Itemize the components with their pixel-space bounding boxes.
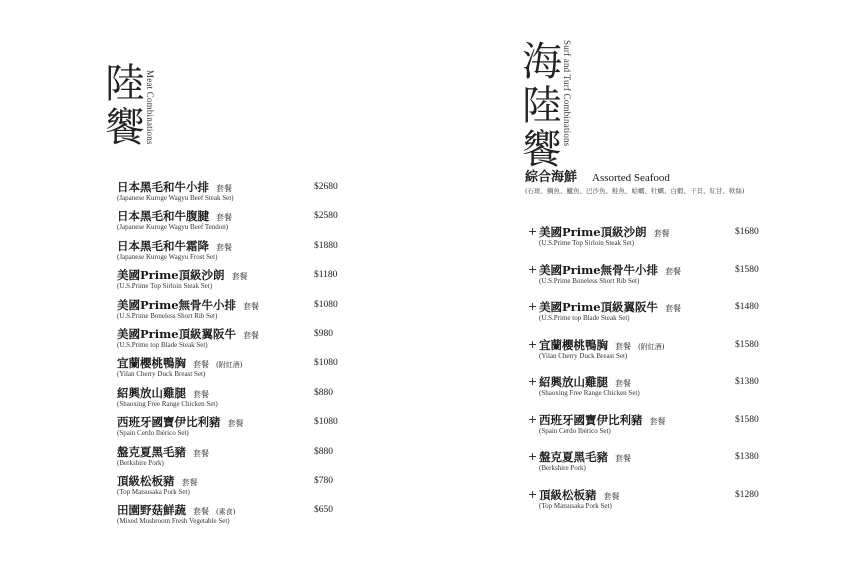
menu-item-name: 西班牙國寶伊比利豬	[117, 415, 221, 430]
menu-item-english: (Mixed Mushroom Fresh Vegetable Set)	[117, 517, 230, 526]
menu-item-note: (素食)	[216, 508, 236, 517]
menu-item-set-label: 套餐	[193, 360, 209, 370]
surf-turf-page	[425, 0, 850, 566]
menu-item-name-row	[117, 208, 239, 224]
menu-item-price: $650	[314, 505, 333, 516]
menu-item-english: (U.S.Prime Top Sirloin Steak Set)	[539, 239, 635, 247]
menu-item-set-label: 套餐	[243, 331, 260, 340]
menu-item-price: $1580	[735, 264, 759, 275]
menu-item-name: 紹興放山雞腿	[539, 375, 608, 389]
menu-item-name-row	[539, 224, 677, 240]
menu-item-english: (Shaoxing Free Range Chicken Set)	[117, 399, 218, 408]
menu-item-english: (U.S.Prime Boneless Short Rib Set)	[539, 276, 640, 285]
menu-item	[0, 444, 425, 474]
menu-item	[0, 297, 425, 327]
menu-item-name-row	[117, 179, 239, 195]
menu-item-name: 宜蘭櫻桃鴨胸	[539, 337, 608, 352]
menu-item	[0, 502, 425, 532]
menu-item-name-row	[117, 444, 216, 460]
menu-item-price: $1380	[735, 377, 759, 387]
menu-item-english: (Japanese Kuroge Wagyu Frost Set)	[117, 252, 218, 261]
menu-item-set-label: 套餐	[649, 416, 666, 426]
menu-item-english: (U.S.Prime Boneless Short Rib Set)	[117, 311, 218, 320]
menu-item-set-label: 套餐	[665, 266, 682, 276]
menu-item-english: (Top Matsusaka Pork Set)	[117, 488, 190, 496]
menu-item	[425, 337, 850, 367]
right-title	[520, 40, 564, 172]
menu-item	[0, 473, 425, 503]
menu-item-name: 西班牙國寶伊比利豬	[539, 412, 643, 427]
menu-item-set-label: 套餐	[216, 213, 232, 223]
menu-item-english: (Spain Cerdo Ibérico Set)	[117, 429, 189, 438]
menu-item-set-label: 套餐	[615, 341, 631, 351]
plus-sign: +	[528, 225, 538, 238]
menu-item-english: (Yilan Cherry Duck Breast Set)	[539, 351, 628, 360]
plus-sign: +	[528, 412, 538, 426]
plus-sign: +	[528, 337, 538, 351]
menu-item-name-row	[117, 502, 235, 518]
menu-item-english: (U.S.Prime Top Sirloin Steak Set)	[117, 282, 213, 291]
menu-item	[425, 224, 850, 254]
menu-item-set-label: 套餐	[216, 242, 232, 252]
menu-item-price: $1380	[735, 452, 759, 462]
left-title-char: 陸	[105, 61, 145, 107]
seafood-section-heading	[525, 166, 670, 185]
menu-item-name: 宜蘭櫻桃鴨胸	[117, 356, 186, 371]
menu-item-price: $2580	[314, 211, 338, 222]
menu-item-price: $1580	[735, 339, 759, 350]
menu-item-english: (Japanese Kuroge Wagyu Beef Tendon)	[117, 223, 229, 232]
menu-item	[425, 449, 850, 479]
menu-item	[0, 414, 425, 444]
menu-item-name-row	[117, 385, 216, 401]
menu-item-name: 盤克夏黑毛豬	[539, 450, 608, 464]
menu-item-name: 頂級松板豬	[539, 487, 597, 502]
menu-item-note: (附紅酒)	[216, 361, 243, 370]
menu-item-set-label: 套餐	[615, 454, 631, 463]
plus-sign: +	[528, 375, 538, 388]
menu-item-english: (Yilan Cherry Duck Breast Set)	[117, 370, 206, 379]
menu-item-set-label: 套餐	[181, 478, 198, 487]
menu-item-set-label: 套餐	[193, 448, 209, 458]
menu-item-price: $780	[314, 476, 333, 486]
menu-item-name-row	[117, 297, 266, 313]
menu-item	[0, 208, 425, 238]
menu-item-name: 頂級松板豬	[117, 474, 175, 488]
menu-item-name-row	[539, 412, 673, 428]
menu-item-set-label: 套餐	[665, 304, 682, 313]
menu-item-english: (Top Matsusaka Pork Set)	[539, 501, 612, 510]
menu-item-name-row	[117, 473, 205, 489]
menu-item-name-row	[539, 449, 638, 465]
menu-item-price: $2680	[314, 182, 338, 192]
menu-item-price: $1680	[735, 227, 759, 237]
menu-item-price: $1180	[314, 270, 338, 281]
menu-item-name-row	[117, 267, 255, 283]
plus-sign: +	[528, 450, 538, 463]
menu-item-name-row	[539, 299, 688, 315]
menu-item	[0, 385, 425, 415]
menu-item-name: 美國Prime無骨牛小排	[539, 262, 659, 277]
menu-item-name: 日本黑毛和牛腹腱	[117, 209, 209, 224]
menu-item-name: 田園野菇鮮蔬	[117, 503, 186, 518]
seafood-heading-en: Assorted Seafood	[592, 172, 670, 184]
menu-item-price: $1080	[314, 358, 338, 369]
menu-item-set-label: 套餐	[603, 491, 620, 501]
menu-item-english: (Berkshire Pork)	[539, 464, 586, 472]
menu-item-name-row	[117, 355, 242, 371]
menu-item-english: (Spain Cerdo Ibérico Set)	[539, 426, 611, 435]
menu-item	[0, 326, 425, 356]
menu-item-price: $880	[314, 446, 333, 457]
menu-item-english: (Shaoxing Free Range Chicken Set)	[539, 389, 640, 397]
menu-item-english: (U.S.Prime top Blade Steak Set)	[117, 341, 208, 349]
menu-item-name-row	[539, 262, 688, 278]
menu-item	[425, 487, 850, 517]
menu-item-set-label: 套餐	[615, 379, 631, 388]
seafood-contents: (石斑、鯛魚、鱸魚、巴沙魚、鮭魚、蛤蠣、牡蠣、白蝦、干貝、紅甘、軟絲)	[525, 187, 745, 195]
menu-item-name-row	[539, 374, 638, 390]
menu-item-name: 美國Prime頂級沙朗	[117, 268, 225, 283]
plus-sign: +	[528, 300, 538, 313]
seafood-heading-zh: 綜合海鮮	[525, 170, 578, 185]
left-title	[103, 62, 147, 150]
menu-item-set-label: 套餐	[227, 419, 244, 429]
menu-item-name: 美國Prime頂級沙朗	[539, 225, 647, 239]
menu-item-name-row	[539, 487, 627, 503]
right-title-char: 陸	[522, 83, 562, 129]
menu-item-name-row	[539, 337, 664, 353]
menu-item-price: $1480	[735, 302, 759, 312]
menu-item-name-row	[117, 326, 266, 342]
right-title-char: 海	[522, 39, 562, 85]
menu-item-name-row	[117, 238, 239, 254]
menu-item-name: 日本黑毛和牛霜降	[117, 238, 209, 253]
menu-item-name: 美國Prime頂級翼阪牛	[117, 327, 237, 341]
menu-item	[0, 179, 425, 209]
menu-item-english: (Japanese Kuroge Wagyu Beef Steak Set)	[117, 194, 234, 202]
menu-item-set-label: 套餐	[231, 272, 248, 282]
menu-item-set-label: 套餐	[653, 229, 670, 238]
plus-sign: +	[528, 487, 538, 501]
menu-item-note: (附紅酒)	[638, 342, 665, 351]
menu-item-set-label: 套餐	[243, 301, 260, 311]
menu-item-english: (Berkshire Pork)	[117, 458, 164, 467]
menu-item-price: $1880	[314, 240, 338, 251]
menu-item	[0, 355, 425, 385]
plus-sign: +	[528, 262, 538, 276]
menu-item-name: 日本黑毛和牛小排	[117, 180, 209, 194]
left-subtitle: Meat Combinations	[145, 70, 155, 145]
menu-item-english: (U.S.Prime top Blade Steak Set)	[539, 314, 630, 322]
menu-item	[425, 412, 850, 442]
menu-item	[425, 262, 850, 292]
right-subtitle: Surf and Turf Combinations	[562, 40, 572, 147]
menu-item-name: 盤克夏黑毛豬	[117, 444, 186, 459]
menu-item-set-label: 套餐	[216, 184, 232, 193]
menu-item	[0, 267, 425, 297]
menu-item	[425, 299, 850, 329]
menu-item-name: 美國Prime頂級翼阪牛	[539, 300, 659, 314]
menu-item-price: $1580	[735, 414, 759, 425]
menu-item-price: $980	[314, 329, 333, 339]
menu-item-name: 美國Prime無骨牛小排	[117, 297, 237, 312]
menu-item-name-row	[117, 414, 251, 430]
menu-item-price: $1080	[314, 299, 338, 310]
menu-item-name: 紹興放山雞腿	[117, 385, 186, 400]
menu-item-price: $1080	[314, 417, 338, 428]
menu-item-set-label: 套餐	[193, 389, 209, 399]
right-title-char: 饗	[522, 127, 562, 173]
menu-item	[0, 238, 425, 268]
menu-item-price: $880	[314, 387, 333, 398]
left-title-char: 饗	[105, 105, 145, 151]
menu-item	[425, 374, 850, 404]
menu-item-price: $1280	[735, 489, 759, 500]
menu-item-set-label: 套餐	[193, 507, 209, 517]
